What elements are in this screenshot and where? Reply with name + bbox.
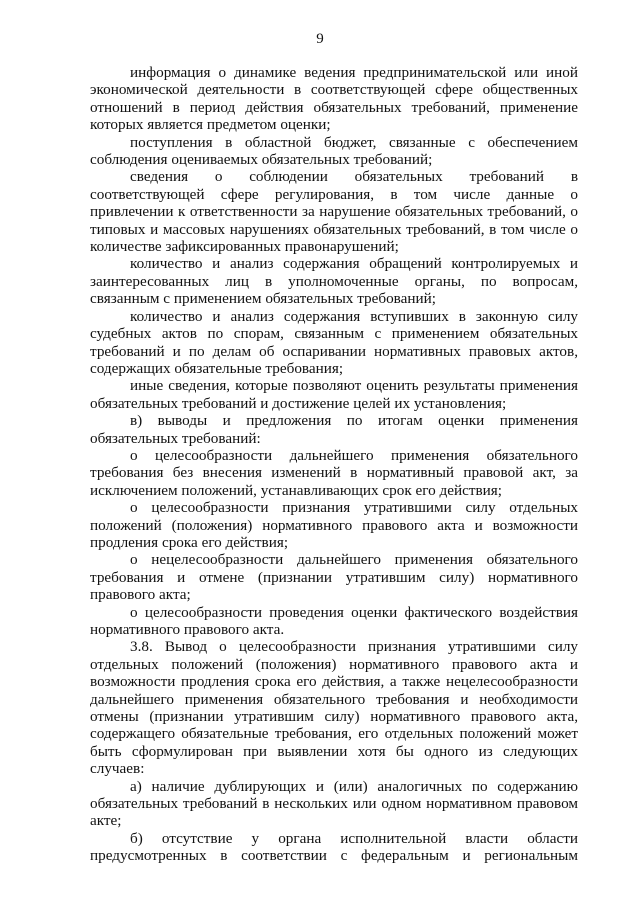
paragraph-section-3-8: 3.8. Вывод о целесообразности признания утратившими силу отдельных положений (положения) нормативного правового акта и возможности продления срока его действия, а также нецелесообразности дальнейшего применения обязательного требования и необходимости отмены (признании утратившим силу) нормативного правового акта, содержащего обязательные требования, его отдельных положений может быть сформулирован при выявлении хотя бы одного из следующих случаев: — [90, 638, 578, 778]
paragraph-court-acts: количество и анализ содержания вступивших в законную силу судебных актов по спорам, связанным с применением обязательных требований и по делам об оспаривании нормативных правовых актов, содержащих обязательные требования; — [90, 307, 578, 377]
paragraph-discontinue-application: о нецелесообразности дальнейшего применения обязательного требования и отмене (признании утратившим силу) нормативного правового акта; — [90, 551, 578, 604]
paragraph-conclusions-heading: в) выводы и предложения по итогам оценки применения обязательных требований: — [90, 412, 578, 447]
paragraph-item-a: а) наличие дублирующих и (или) аналогичных по содержанию обязательных требований в нескольких или одном нормативном правовом акте; — [90, 777, 578, 830]
paragraph-compliance-info: сведения о соблюдении обязательных требований в соответствующей сфере регулирования, в том числе данные о привлечении к ответственности за нарушение обязательных требований, о типовых и массовых нарушениях обязательных требований, в том числе о количестве зафиксированных правонарушений; — [90, 168, 578, 256]
paragraph-continue-application: о целесообразности дальнейшего применения обязательного требования без внесения изменений в нормативный правовой акт, за исключением положений, устанавливающих срок его действия; — [90, 446, 578, 499]
paragraph-business-dynamics: информация о динамике ведения предпринимательской или иной экономической деятельности в соответствующей сфере общественных отношений в период действия обязательных требований, применение которых является предметом оценки; — [90, 64, 578, 134]
paragraph-budget-receipts: поступления в областной бюджет, связанные с обеспечением соблюдения оцениваемых обязательных требований; — [90, 133, 578, 169]
paragraph-impact-assessment: о целесообразности проведения оценки фактического воздействия нормативного правового акта. — [90, 603, 578, 638]
paragraph-appeals-analysis: количество и анализ содержания обращений контролируемых и заинтересованных лиц в уполномоченные органы, по вопросам, связанным с применением обязательных требований; — [90, 255, 578, 308]
paragraph-partial-repeal: о целесообразности признания утратившими силу отдельных положений (положения) нормативного правового акта и возможности продления срока его действия; — [90, 499, 578, 551]
page-number: 9 — [316, 31, 324, 47]
paragraph-item-b: б) отсутствие у органа исполнительной власти области предусмотренных в соответствии с федеральным и региональным — [90, 829, 578, 865]
document-body — [90, 64, 578, 865]
paragraph-other-info: иные сведения, которые позволяют оценить результаты применения обязательных требований и достижение целей их установления; — [90, 377, 578, 412]
